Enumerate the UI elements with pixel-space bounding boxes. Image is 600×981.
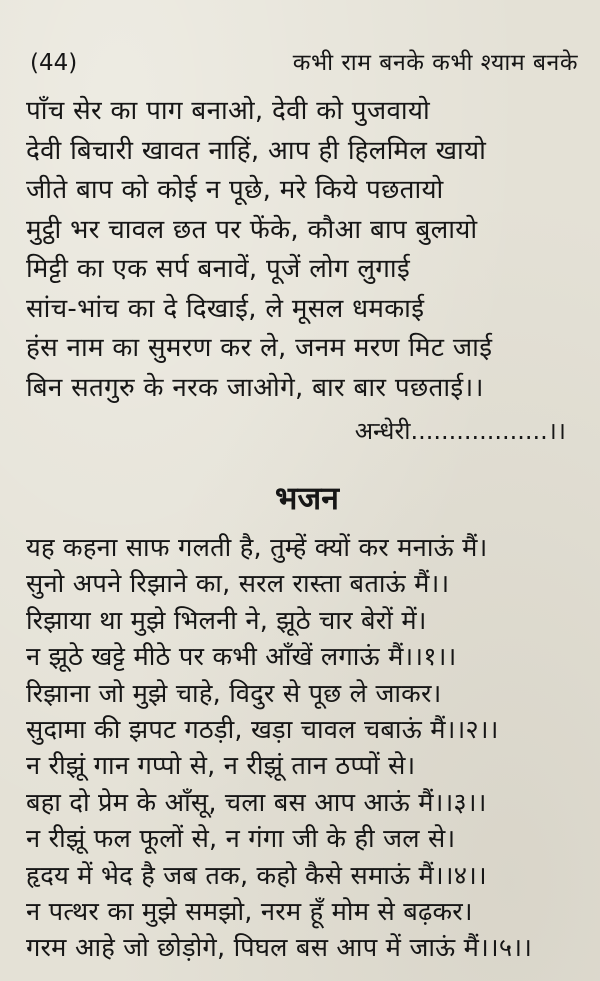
verse-block <box>26 92 586 408</box>
verse-line: मिट्टी का एक सर्प बनावें, पूजें लोग लुगाई <box>26 254 411 284</box>
bhajan-line: हृदय में भेद है जब तक, कहो कैसे समाऊं मैं।।४।। <box>26 860 487 891</box>
bhajan-line: न झूठे खट्टे मीठे पर कभी आँखें लगाऊं मैं।।१।। <box>26 642 457 673</box>
bhajan-line: न पत्थर का मुझे समझो, नरम हूँ मोम से बढ़कर। <box>26 896 473 927</box>
bhajan-line: गरम आहे जो छोड़ोगे, पिघल बस आप में जाऊं मैं।।५।। <box>26 933 533 964</box>
bhajan-line: यह कहना साफ गलती है, तुम्हें क्यों कर मनाऊं मैं। <box>26 533 488 563</box>
bhajan-line: न रीझूं गान गप्पो से, न रीझूं तान ठप्पों से। <box>26 751 416 782</box>
verse-line: सांच-भांच का दे दिखाई, ले मूसल धमकाई <box>26 293 425 324</box>
bhajan-line: न रीझूं फल फूलों से, न गंगा जी के ही जल से। <box>26 824 456 855</box>
verse-line: बिन सतगुरु के नरक जाओगे, बार बार पछताई।। <box>26 372 484 403</box>
running-title: कभी राम बनके कभी श्याम बनके <box>292 50 578 76</box>
bhajan-line: बहा दो प्रेम के आँसू, चला बस आप आऊं मैं।।३।। <box>26 787 487 818</box>
bhajan-line: सुदामा की झपट गठड़ी, खड़ा चावल चबाऊं मैं।।२।। <box>26 714 499 745</box>
verse-line: देवी बिचारी खावत नाहिं, आप ही हिलमिल खायो <box>26 135 487 166</box>
verse-line: मुट्ठी भर चावल छत पर फेंके, कौआ बाप बुलायो <box>26 214 478 245</box>
bhajan-block <box>26 530 586 967</box>
bhajan-line: रिझाया था मुझे भिलनी ने, झूठे चार बेरों में। <box>26 605 427 636</box>
page-header <box>26 44 586 82</box>
bhajan-line: रिझाना जो मुझे चाहे, विदुर से पूछ ले जाकर। <box>26 678 442 709</box>
page-number: (44) <box>30 50 78 76</box>
verse-line: जीते बाप को कोई न पूछे, मरे किये पछतायो <box>26 175 444 205</box>
bhajan-heading: भजन <box>274 479 339 517</box>
tune-line: अन्धेरी..................।। <box>354 417 566 445</box>
verse-line: हंस नाम का सुमरण कर ले, जनम मरण मिट जाई <box>26 333 493 363</box>
bhajan-line: सुनो अपने रिझाने का, सरल रास्ता बताऊं मैं।। <box>26 569 450 600</box>
verse-line: पाँच सेर का पाग बनाओ, देवी को पुजवायो <box>26 96 431 126</box>
